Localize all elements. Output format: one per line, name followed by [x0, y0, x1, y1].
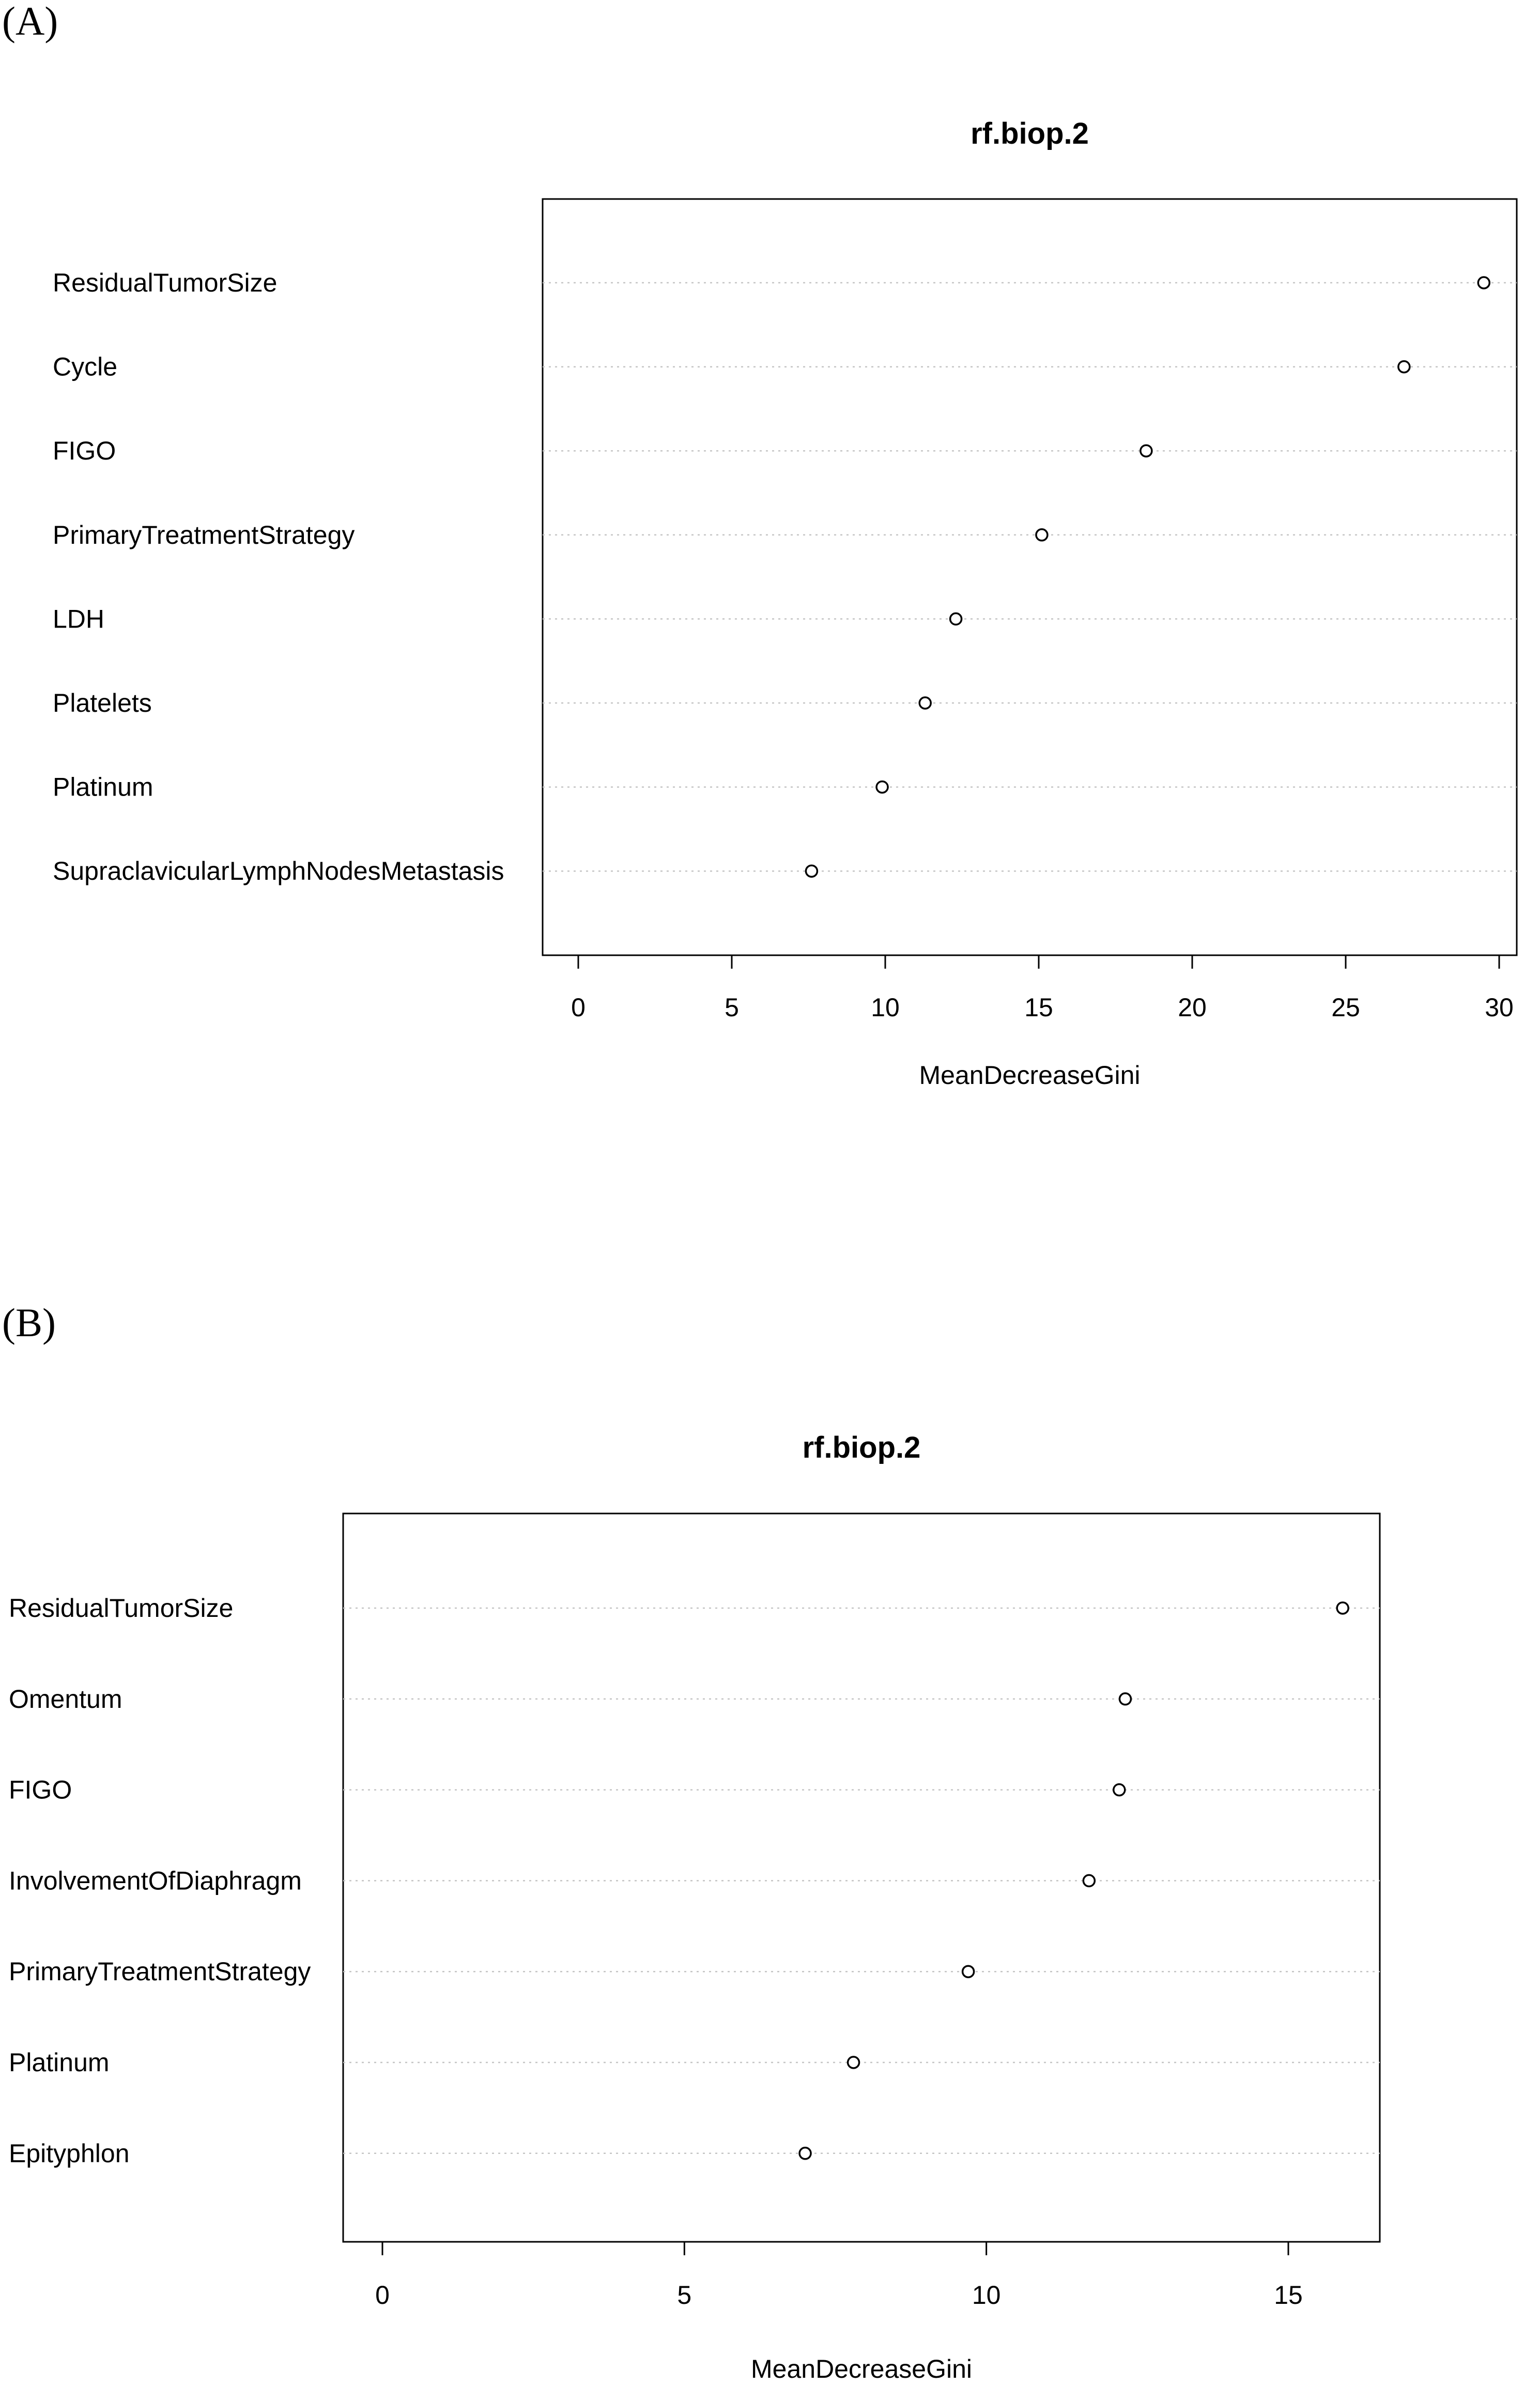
data-point [1398, 361, 1410, 373]
data-point [1119, 1693, 1131, 1705]
x-axis-title: MeanDecreaseGini [919, 1061, 1141, 1090]
data-point [1141, 445, 1152, 456]
category-label: Platinum [9, 2048, 110, 2077]
x-tick-label: 0 [375, 2281, 390, 2310]
x-tick-label: 10 [972, 2281, 1001, 2310]
chart-title: rf.biop.2 [802, 1431, 921, 1464]
x-tick-label: 15 [1274, 2281, 1303, 2310]
plot-frame [343, 1513, 1380, 2242]
category-label: PrimaryTreatmentStrategy [53, 520, 355, 549]
category-label: PrimaryTreatmentStrategy [9, 1957, 311, 1986]
category-label: FIGO [53, 436, 116, 466]
x-tick-label: 0 [571, 993, 586, 1022]
data-point [1114, 1784, 1125, 1796]
x-tick-label: 5 [725, 993, 739, 1022]
x-tick-label: 10 [871, 993, 900, 1022]
category-label: LDH [53, 604, 105, 634]
x-tick-label: 30 [1485, 993, 1514, 1022]
data-point [1337, 1602, 1348, 1614]
data-point [848, 2057, 859, 2068]
x-axis-title: MeanDecreaseGini [751, 2355, 972, 2383]
category-label: InvolvementOfDiaphragm [9, 1866, 302, 1895]
panel-label-a: (A) [2, 0, 58, 43]
x-tick-label: 15 [1024, 993, 1053, 1022]
plot-frame [543, 199, 1517, 955]
category-label: ResidualTumorSize [53, 268, 278, 297]
category-label: Platelets [53, 689, 152, 717]
data-point [1036, 529, 1048, 541]
category-label: ResidualTumorSize [9, 1594, 234, 1623]
category-label: SupraclavicularLymphNodesMetastasis [53, 857, 504, 886]
category-label: Omentum [9, 1684, 122, 1714]
data-point [950, 613, 962, 624]
dot-chart-a [0, 0, 1540, 1148]
data-point [919, 697, 931, 709]
dot-chart-b [0, 1300, 1540, 2385]
data-point [963, 1966, 974, 1977]
data-point [1478, 277, 1489, 288]
chart-title: rf.biop.2 [971, 117, 1089, 150]
data-point [806, 865, 817, 877]
x-tick-label: 5 [677, 2281, 692, 2310]
category-label: Cycle [53, 352, 118, 381]
x-tick-label: 20 [1178, 993, 1207, 1022]
data-point [876, 782, 888, 793]
category-label: Epityphlon [9, 2138, 130, 2168]
x-tick-label: 25 [1331, 993, 1360, 1022]
category-label: FIGO [9, 1775, 72, 1805]
category-label: Platinum [53, 772, 153, 802]
panel-label-b: (B) [2, 1300, 56, 1345]
data-point [799, 2148, 811, 2159]
data-point [1083, 1875, 1095, 1886]
